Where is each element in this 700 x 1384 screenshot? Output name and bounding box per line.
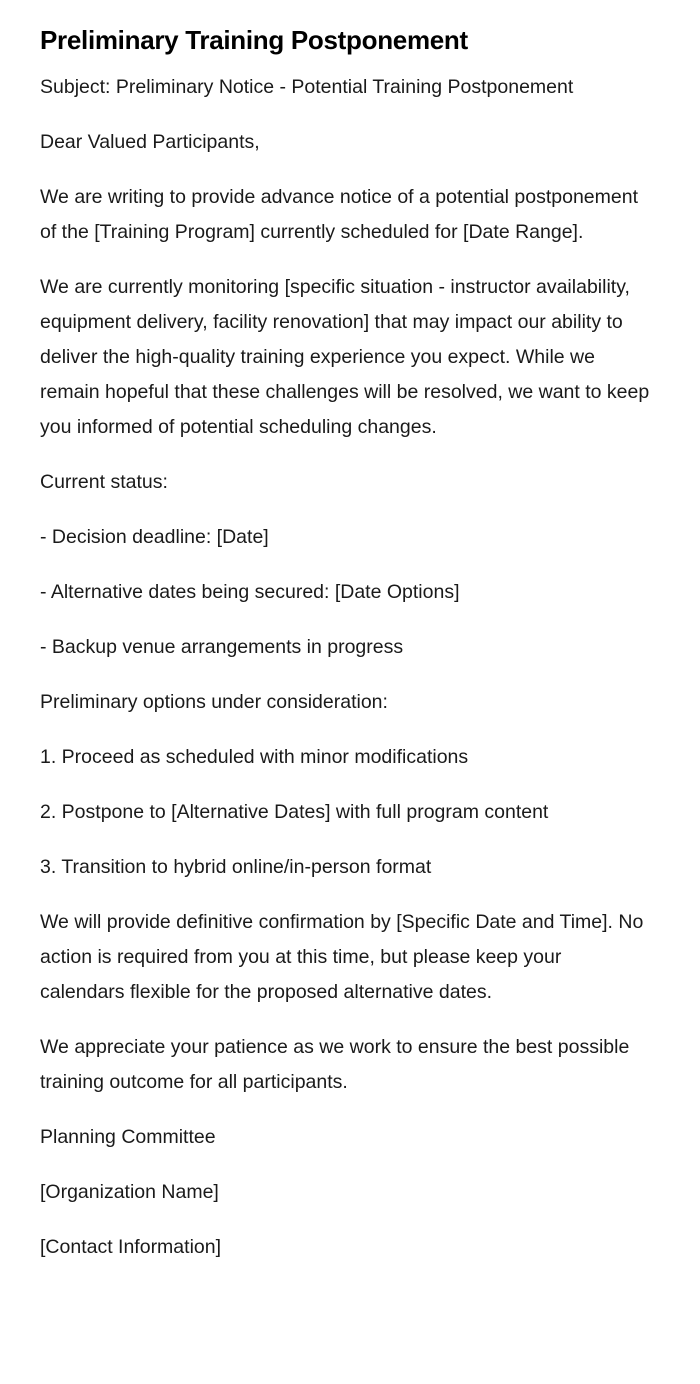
salutation: Dear Valued Participants, — [40, 131, 260, 153]
document-title: Preliminary Training Postponement — [40, 25, 468, 55]
body-paragraph: We are currently monitoring [specific situation - instructor availability, equipment delivery, facility renovation] that may impact our ability to deliver the high-quality training experience you expect. While we remain hopeful that these challenges will be resolved, we want to keep you informed of potential scheduling changes. — [40, 276, 650, 438]
subject-line: Subject: Preliminary Notice - Potential Training Postponement — [40, 76, 574, 98]
body-paragraph: We appreciate your patience as we work to ensure the best possible training outcome for all participants. — [40, 1036, 630, 1093]
status-item: - Alternative dates being secured: [Date Options] — [40, 581, 460, 603]
document — [40, 22, 650, 1285]
body-paragraph: We are writing to provide advance notice of a potential postponement of the [Training Program] currently scheduled for [Date Range]. — [40, 186, 639, 243]
signature-name: Planning Committee — [40, 1126, 216, 1148]
body-paragraph: We will provide definitive confirmation by [Specific Date and Time]. No action is required from you at this time, but please keep your calendars flexible for the proposed alternative dates. — [40, 911, 644, 1003]
section-heading: Current status: — [40, 471, 168, 493]
signature-contact: [Contact Information] — [40, 1236, 222, 1258]
signature-organization: [Organization Name] — [40, 1181, 219, 1203]
status-item: - Backup venue arrangements in progress — [40, 636, 404, 658]
option-item: 1. Proceed as scheduled with minor modifications — [40, 746, 469, 768]
option-item: 2. Postpone to [Alternative Dates] with full program content — [40, 801, 549, 823]
status-item: - Decision deadline: [Date] — [40, 526, 269, 548]
section-heading: Preliminary options under consideration: — [40, 691, 388, 713]
option-item: 3. Transition to hybrid online/in-person format — [40, 856, 432, 878]
